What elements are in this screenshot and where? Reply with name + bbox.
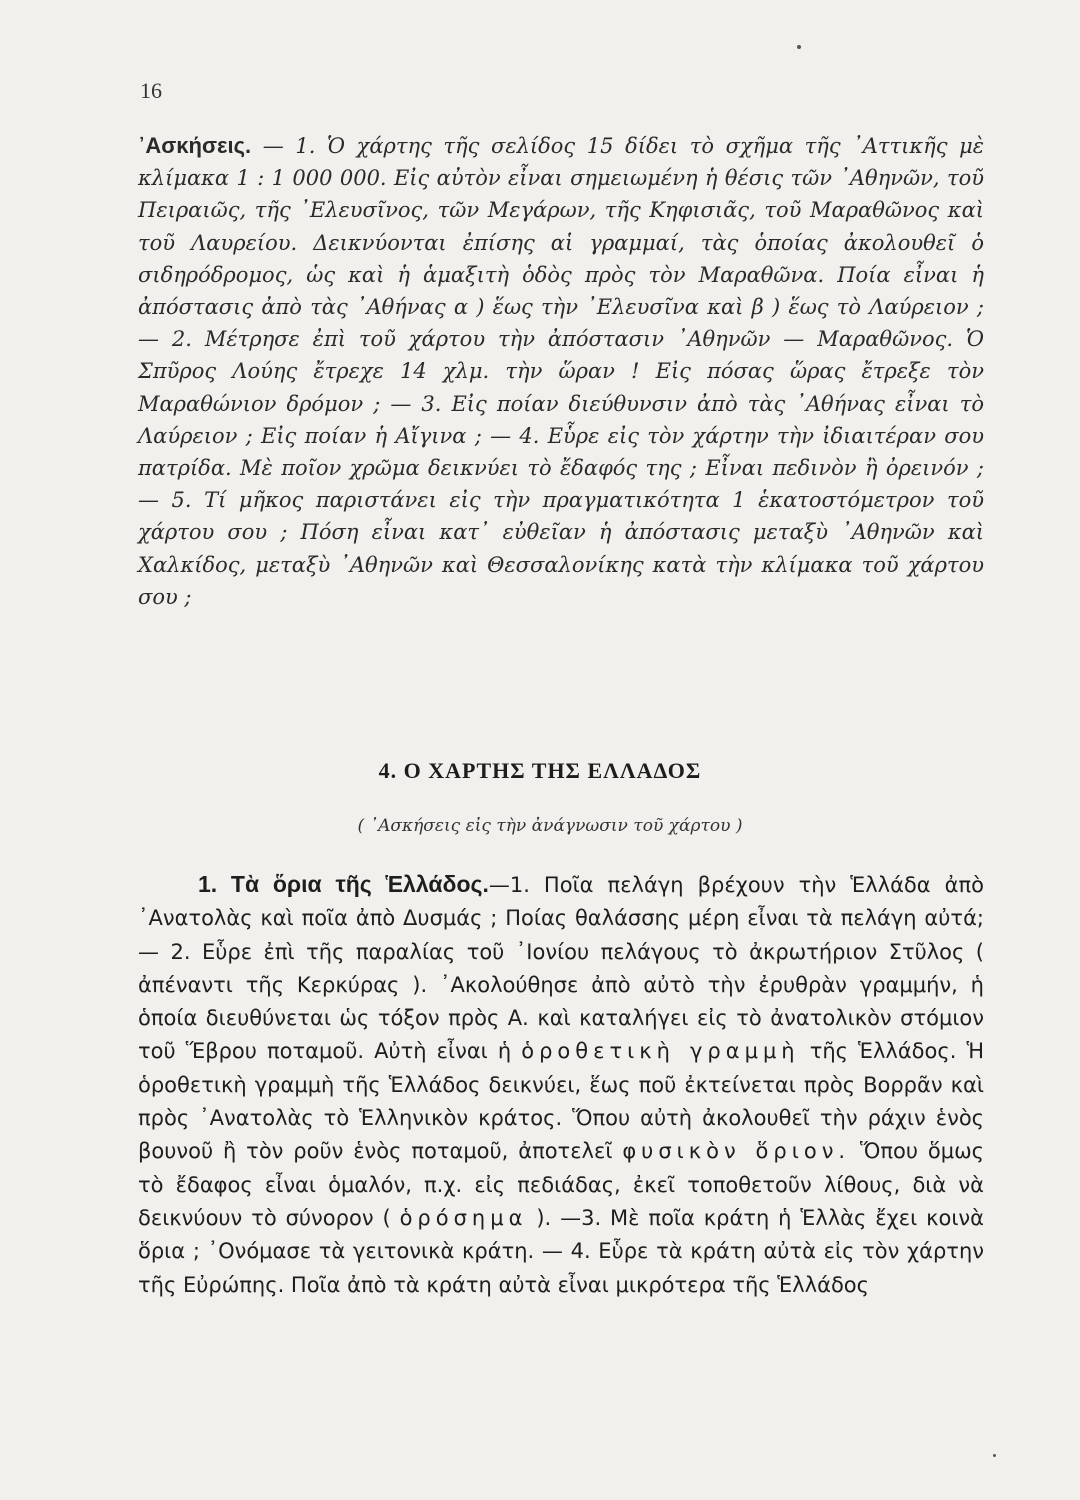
subsection-text-3: Ὅπου ὅμως τὸ ἔδαφος εἶναι ὁμαλόν, π.χ. εἰς πεδιάδας, ἐκεῖ τοποθετοῦν λίθους, διὰ νὰ δεικνύουν τὸ σύνορον ( bbox=[138, 1139, 984, 1230]
term-border-marker: ὁρόσημα bbox=[399, 1205, 528, 1230]
subsection-paragraph bbox=[138, 868, 984, 1302]
paper-speck bbox=[797, 45, 801, 49]
subsection-text-2: τῆς Ἑλλάδος. Ἡ ὁροθετικὴ γραμμὴ τῆς Ἑλλάδος δεικνύει, ἕως ποῦ ἐκτείνεται πρὸς Βορρᾶν καὶ πρὸς ᾿Ανατολὰς τὸ Ἑλληνικὸν κράτος. Ὅπου αὐτὴ ἀκολουθεῖ τὴν ράχιν ἑνὸς βουνοῦ ἢ τὸν ροῦν ἑνὸς ποταμοῦ, ἀποτελεῖ bbox=[138, 1039, 984, 1164]
subsection-text-4: ). —3. Μὲ ποῖα κράτη ἡ Ἑλλὰς ἔχει κοινὰ ὅρια ; ᾿Ονόμασε τὰ γειτονικὰ κράτη. — 4. Εὗρε τὰ κράτη αὐτὰ εἰς τὸν χάρτην τῆς Εὐρώπης. Ποῖα ἀπὸ τὰ κράτη αὐτὰ εἶναι μικρότερα τῆς Ἑλλάδος bbox=[138, 1205, 984, 1297]
term-boundary-line: ὁροθετικὴ γραμμὴ bbox=[521, 1039, 800, 1064]
exercises-paragraph bbox=[138, 130, 984, 613]
paper-speck bbox=[993, 1454, 996, 1457]
term-natural-border: φυσικὸν ὅριον. bbox=[622, 1139, 851, 1164]
subsection-text-1: —1. Ποῖα πελάγη βρέχουν τὴν Ἑλλάδα ἀπὸ ᾿Ανατολὰς καὶ ποῖα ἀπὸ Δυσμάς ; Ποίας θαλάσσης μέρη εἶναι τὰ πελάγη αὐτά; — 2. Εὗρε ἐπὶ τῆς παραλίας τοῦ ᾿Ιονίου πελάγους τὸ ἀκρωτήριον Στῦλος ( ἀπέναντι τῆς Κερκύρας ). ᾿Ακολούθησε ἀπὸ αὐτὸ τὴν ἐρυθρὰν γραμμήν, ἡ ὁποία διευθύνεται ὡς τόξον πρὸς Α. καὶ καταλήγει εἰς τὸ ἀνατολικὸν στόμιον τοῦ Ἕβρου ποταμοῦ. Αὐτὴ εἶναι ἡ bbox=[138, 873, 985, 1064]
subsection-heading: 1. Τὰ ὅρια τῆς Ἑλλάδος. bbox=[198, 871, 489, 897]
exercises-label: ᾿Ασκήσεις. bbox=[138, 133, 252, 158]
page-number: 16 bbox=[140, 78, 162, 103]
exercises-text: — 1. Ὁ χάρτης τῆς σελίδος 15 δίδει τὸ σχῆμα τῆς ᾿Αττικῆς μὲ κλίμακα 1 : 1 000 000. Εἰς αὐτὸν εἶναι σημειωμένη ἡ θέσις τῶν ᾿Αθηνῶν, τοῦ Πειραιῶς, τῆς ᾿Ελευσῖνος, τῶν Μεγάρων, τῆς Κηφισιᾶς, τοῦ Μαραθῶνος καὶ τοῦ Λαυρείου. Δεικνύονται ἐπίσης αἱ γραμμαί, τὰς ὁποίας ἀκολουθεῖ ὁ σιδηρόδρομος, ὡς καὶ ἡ ἁμαξιτὴ ὁδὸς πρὸς τὸν Μαραθῶνα. Ποία εἶναι ἡ ἀπόστασις ἀπὸ τὰς ᾿Αθήνας α ) ἕως τὴν ᾿Ελευσῖνα καὶ β ) ἕως τὸ Λαύρειον ; — 2. Μέτρησε ἐπὶ τοῦ χάρτου τὴν ἀπόστασιν ᾿Αθηνῶν — Μαραθῶνος. Ὁ Σπῦρος Λούης ἔτρεχε 14 χλμ. τὴν ὥραν ! Εἰς πόσας ὥρας ἔτρεξε τὸν Μαραθώνιον δρόμον ; — 3. Εἰς ποίαν διεύθυνσιν ἀπὸ τὰς ᾿Αθήνας εἶναι τὸ Λαύρειον ; Εἰς ποίαν ἡ Αἴγινα ; — 4. Εὗρε εἰς τὸν χάρτην τὴν ἰδιαιτέραν σου πατρίδα. Μὲ ποῖον χρῶμα δεικνύει τὸ ἔδαφός της ; Εἶναι πεδινὸν ἢ ὀρεινόν ; — 5. Τί μῆκος παριστάνει εἰς τὴν πραγματικότητα 1 ἑκατοστόμετρον τοῦ χάρτου σου ; Πόση εἶναι κατ᾿ εὐθεῖαν ἡ ἀπόστασις μεταξὺ ᾿Αθηνῶν καὶ Χαλκίδος, μεταξὺ ᾿Αθηνῶν καὶ Θεσσαλονίκης κατὰ τὴν κλίμακα τοῦ χάρτου σου ; bbox=[138, 134, 984, 609]
section-subtitle: ( ᾿Ασκήσεις εἰς τὴν ἀνάγνωσιν τοῦ χάρτου ) bbox=[357, 816, 743, 836]
section-heading: 4. Ο ΧΑΡΤΗΣ ΤΗΣ ΕΛΛΑΔΟΣ bbox=[378, 758, 702, 783]
